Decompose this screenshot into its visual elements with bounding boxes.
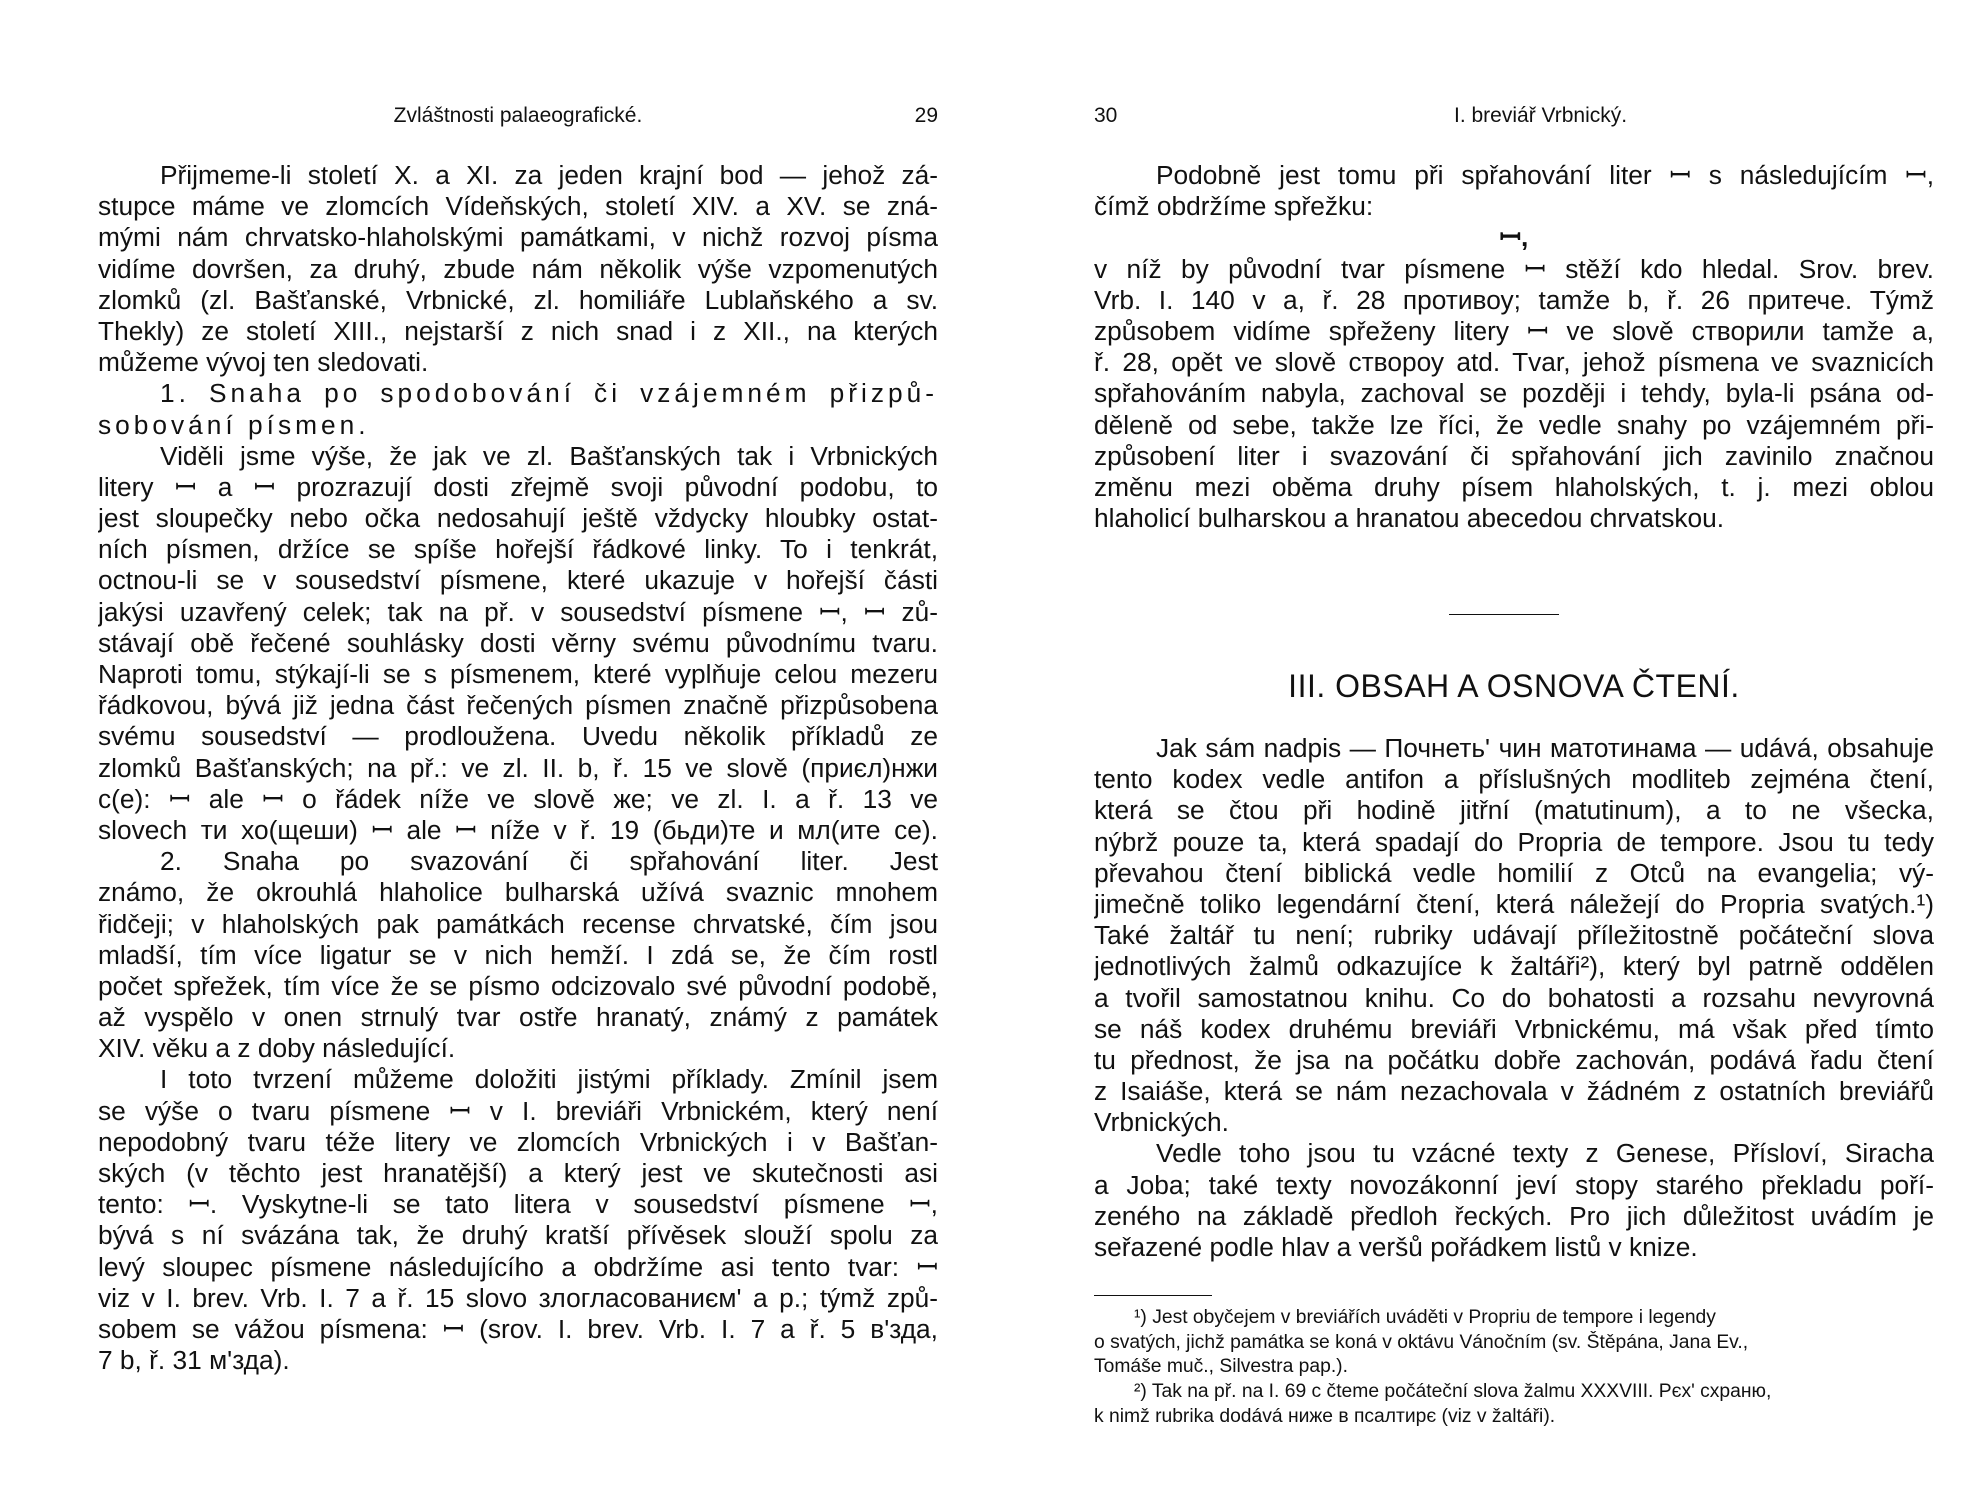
text-line: Vrbnických. <box>1094 1107 1229 1138</box>
text-line: jest sloupečky nebo očka nedosahují ještě vždycky hloubky ostat- <box>98 503 938 534</box>
section-heading-line: 2. Snaha po svazování či spřahování liter. Jest <box>160 846 938 877</box>
section-title: III. OBSAH A OSNOVA ČTENÍ. <box>1288 668 1740 704</box>
text-line: zlomků Bašťanských; na př.: ve zl. II. b, ř. 15 ve slově (приєл)нжи <box>98 752 938 783</box>
text-line: z Isaiáše, která se nám nezachovala v žádném z ostatních breviářů <box>1094 1076 1934 1107</box>
text-line: spřahováním nabyla, zachoval se později i tehdy, byla-li psána od- <box>1094 378 1934 409</box>
text-line: Vedle toho jsou tu vzácné texty z Genese, Přísloví, Siracha <box>1156 1138 1934 1169</box>
text-line: litery ꟷ a ꟷ prozrazují dosti zřejmě svoji původní podobu, to <box>98 471 938 502</box>
text-line: I toto tvrzení můžeme doložiti jistými příklady. Zmínil jsem <box>160 1064 938 1095</box>
right-page-header <box>1094 104 1934 134</box>
text-line: jimečně toliko legendární čtení, která náležejí do Propria svatých.¹) <box>1094 888 1934 919</box>
text-line: XIV. věku a z doby následující. <box>98 1033 456 1064</box>
text-line: jakýsi uzavřený celek; tak na př. v sousedství písmene ꟷ, ꟷ zů- <box>98 596 938 627</box>
section-heading-line: 1. Snaha po spodobování či vzájemném přizpů- <box>160 378 938 409</box>
text-line: stupce máme ve zlomcích Vídeňských, století XIV. a XV. se zná- <box>98 191 938 222</box>
text-line: změnu mezi oběma druhy písem hlaholských, t. j. mezi oblou <box>1094 471 1934 502</box>
text-line: a tvořil samostatnou knihu. Co do bohatosti a rozsahu nevyrovná <box>1094 982 1934 1013</box>
text-line: 7 b, ř. 31 м'зда). <box>98 1345 290 1376</box>
right-page <box>1094 0 1934 1500</box>
text-line: zlomků (zl. Bašťanské, Vrbnické, zl. homiliáře Lublaňského a sv. <box>98 284 938 315</box>
text-line: seřazené podle hlav a veršů pořádkem listů v knize. <box>1094 1232 1698 1262</box>
text-line: с(е): ꟷ ale ꟷ o řádek níže ve slově же; ve zl. I. a ř. 13 ve <box>98 783 938 814</box>
text-line: Naproti tomu, stýkají-li se s písmenem, které vyplňuje celou mezeru <box>98 659 938 689</box>
text-line: nýbrž pouze ta, která spadají do Propria de tempore. Jsou tu tedy <box>1094 826 1934 857</box>
text-line: jednotlivých žalmů odkazujíce k žaltáři²), který byl patrně oddělen <box>1094 951 1934 982</box>
text-line: Vrb. I. 140 v a, ř. 28 противоу; tamže b, ř. 26 притече. Týmž <box>1094 284 1934 315</box>
text-line: tu přednost, že jsa na počátku dobře zachován, podává řadu čtení <box>1094 1044 1934 1075</box>
text-line: způsobem vidíme spřeženy litery ꟷ ve slově створили tamže a, <box>1094 315 1934 346</box>
text-line: slovech ти хо(щеши) ꟷ ale ꟷ níže v ř. 19 (бьди)те и мл(ите се). <box>98 814 938 845</box>
text-line: tento: ꟷ. Vyskytne-li se tato litera v sousedství písmene ꟷ, <box>98 1189 938 1220</box>
left-page-header <box>98 104 938 134</box>
right-page-body-top <box>1094 160 1934 534</box>
text-line: děleně od sebe, takže lze říci, že vedle snahy po vzájemném při- <box>1094 409 1934 440</box>
text-line: tento kodex vedle antifon a příslušných modliteb zejména čtení, <box>1094 764 1934 795</box>
left-page <box>98 0 938 1500</box>
section-heading-line: sobování písmen. <box>98 409 370 440</box>
text-line: v níž by původní tvar písmene ꟷ stěží kdo hledal. Srov. brev. <box>1094 253 1934 284</box>
text-line: nepodobný tvaru téže litery ve zlomcích Vrbnických i v Bašťan- <box>98 1126 938 1157</box>
running-title: Zvláštnosti palaeografické. <box>393 104 643 127</box>
text-line: která se čtou při hodině jitřní (matutinum), a to ne všecka, <box>1094 795 1934 826</box>
text-line: se náš kodex druhému breviáři Vrbnickému, má však před tímto <box>1094 1013 1934 1044</box>
text-line: řidčeji; v hlaholských pak památkách recense chrvatské, čím jsou <box>98 908 938 939</box>
text-line: viz v I. brev. Vrb. I. 7 a ř. 15 slovo злоглаcованиєм' a p.; týmž způ- <box>98 1282 938 1313</box>
left-page-body <box>98 160 938 1376</box>
text-line: ř. 28, opět ve slově створоу atd. Tvar, jehož písmena ve svaznicích <box>1094 347 1934 378</box>
footnote-line: ²) Tak na př. na I. 69 c čteme počáteční slova žalmu XXXVIII. Рєх' схраню, <box>1134 1381 1772 1403</box>
ligature-example: ꟷ, <box>1499 222 1529 253</box>
text-line: až vyspělo v onen strnulý tvar ostře hranatý, známý z památek <box>98 1002 938 1033</box>
text-line: zeného na základě předloh řeckých. Pro jich důležitost uvádím je <box>1094 1200 1934 1231</box>
text-line: Také žaltář tu není; rubriky udávají příležitostně počáteční slova <box>1094 920 1934 951</box>
text-line: bývá s ní svázána tak, že druhý kratší přívěsek slouží spolu za <box>98 1220 938 1251</box>
text-line: známo, že okrouhlá hlaholice bulharská užívá svaznic mnohem <box>98 877 938 908</box>
text-line: mými nám chrvatsko-hlaholskými památkami, v nichž rozvoj písma <box>98 222 938 253</box>
running-title: I. breviář Vrbnický. <box>1454 104 1628 127</box>
page-number: 29 <box>914 104 938 127</box>
text-line: čímž obdržíme spřežku: <box>1094 191 1374 222</box>
footnote-line: o svatých, jichž památka se koná v oktávu Vánočním (sv. Štěpána, Jana Ev., <box>1094 1331 1749 1353</box>
text-line: Thekly) ze století XIII., nejstarší z nich snad i z XII., na kterých <box>98 315 938 346</box>
page-number: 30 <box>1094 104 1118 127</box>
text-line: Jak sám nadpis — Почнеть' чин матотинама — udává, obsahuje <box>1156 733 1934 763</box>
footnote-line: ¹) Jest obyčejem v breviářích uváděti v Propriu de tempore i legendy <box>1134 1307 1716 1328</box>
text-line: se výše o tvaru písmene ꟷ v I. breviáři Vrbnickém, který není <box>98 1095 938 1126</box>
text-line: řádkovou, bývá již jedna část řečených písmen značně přizpůsobena <box>98 690 938 721</box>
text-line: Přijmeme-li století X. a XI. za jeden krajní bod — jehož zá- <box>160 160 938 190</box>
section-divider <box>1449 614 1559 615</box>
text-line: ních písmen, držíce se spíše hořejší řádkové linky. To i tenkrát, <box>98 534 938 565</box>
text-line: stávají obě řečené souhlásky dosti věrny svému původnímu tvaru. <box>98 627 938 658</box>
footnote-line: k nimž rubrika dodává ниже в псалтирє (viz v žaltáři). <box>1094 1405 1556 1427</box>
text-line: způsobení liter i svazování či spřahování jich zavinilo značnou <box>1094 440 1934 471</box>
text-line: ských (v těchto jest hranatější) a který jest ve skutečnosti asi <box>98 1158 938 1188</box>
text-line: a Joba; také texty novozákonní jeví stopy starého překladu poří- <box>1094 1169 1934 1200</box>
text-line: Podobně jest tomu při spřahování liter ꟷ s následujícím ꟷ, <box>1156 160 1934 190</box>
footnote-line: Tomáše muč., Silvestra pap.). <box>1094 1356 1348 1378</box>
text-line: počet spřežek, tím více že se písmo odcizovalo své původní podobě, <box>98 970 938 1001</box>
footnote-divider <box>1094 1295 1212 1296</box>
text-line: mladší, tím více ligatur se v nich hemží. I zdá se, že čím rostl <box>98 939 938 970</box>
text-line: Viděli jsme výše, že jak ve zl. Bašťanských tak i Vrbnických <box>160 440 938 471</box>
text-line: levý sloupec písmene následujícího a obdržíme asi tento tvar: ꟷ <box>98 1251 938 1282</box>
text-line: octnou-li se v sousedství písmene, které ukazuje v hořejší části <box>98 565 938 596</box>
text-line: sobem se vážou písmena: ꟷ (srov. I. brev. Vrb. I. 7 a ř. 5 в'зда, <box>98 1313 938 1344</box>
right-page-body-bottom <box>1094 733 1934 1263</box>
text-line: převahou čtení biblická vedle homilií z Otců na evangelia; vý- <box>1094 857 1934 888</box>
text-line: hlaholicí bulharskou a hranatou abecedou chrvatskou. <box>1094 503 1725 534</box>
text-line: můžeme vývoj ten sledovati. <box>98 347 429 378</box>
text-line: svému sousedství — prodloužena. Uvedu několik příkladů ze <box>98 721 938 752</box>
footnotes <box>1094 1306 1934 1429</box>
text-line: vidíme dovršen, za druhý, zbude nám několik výše vzpomenutých <box>98 253 938 284</box>
